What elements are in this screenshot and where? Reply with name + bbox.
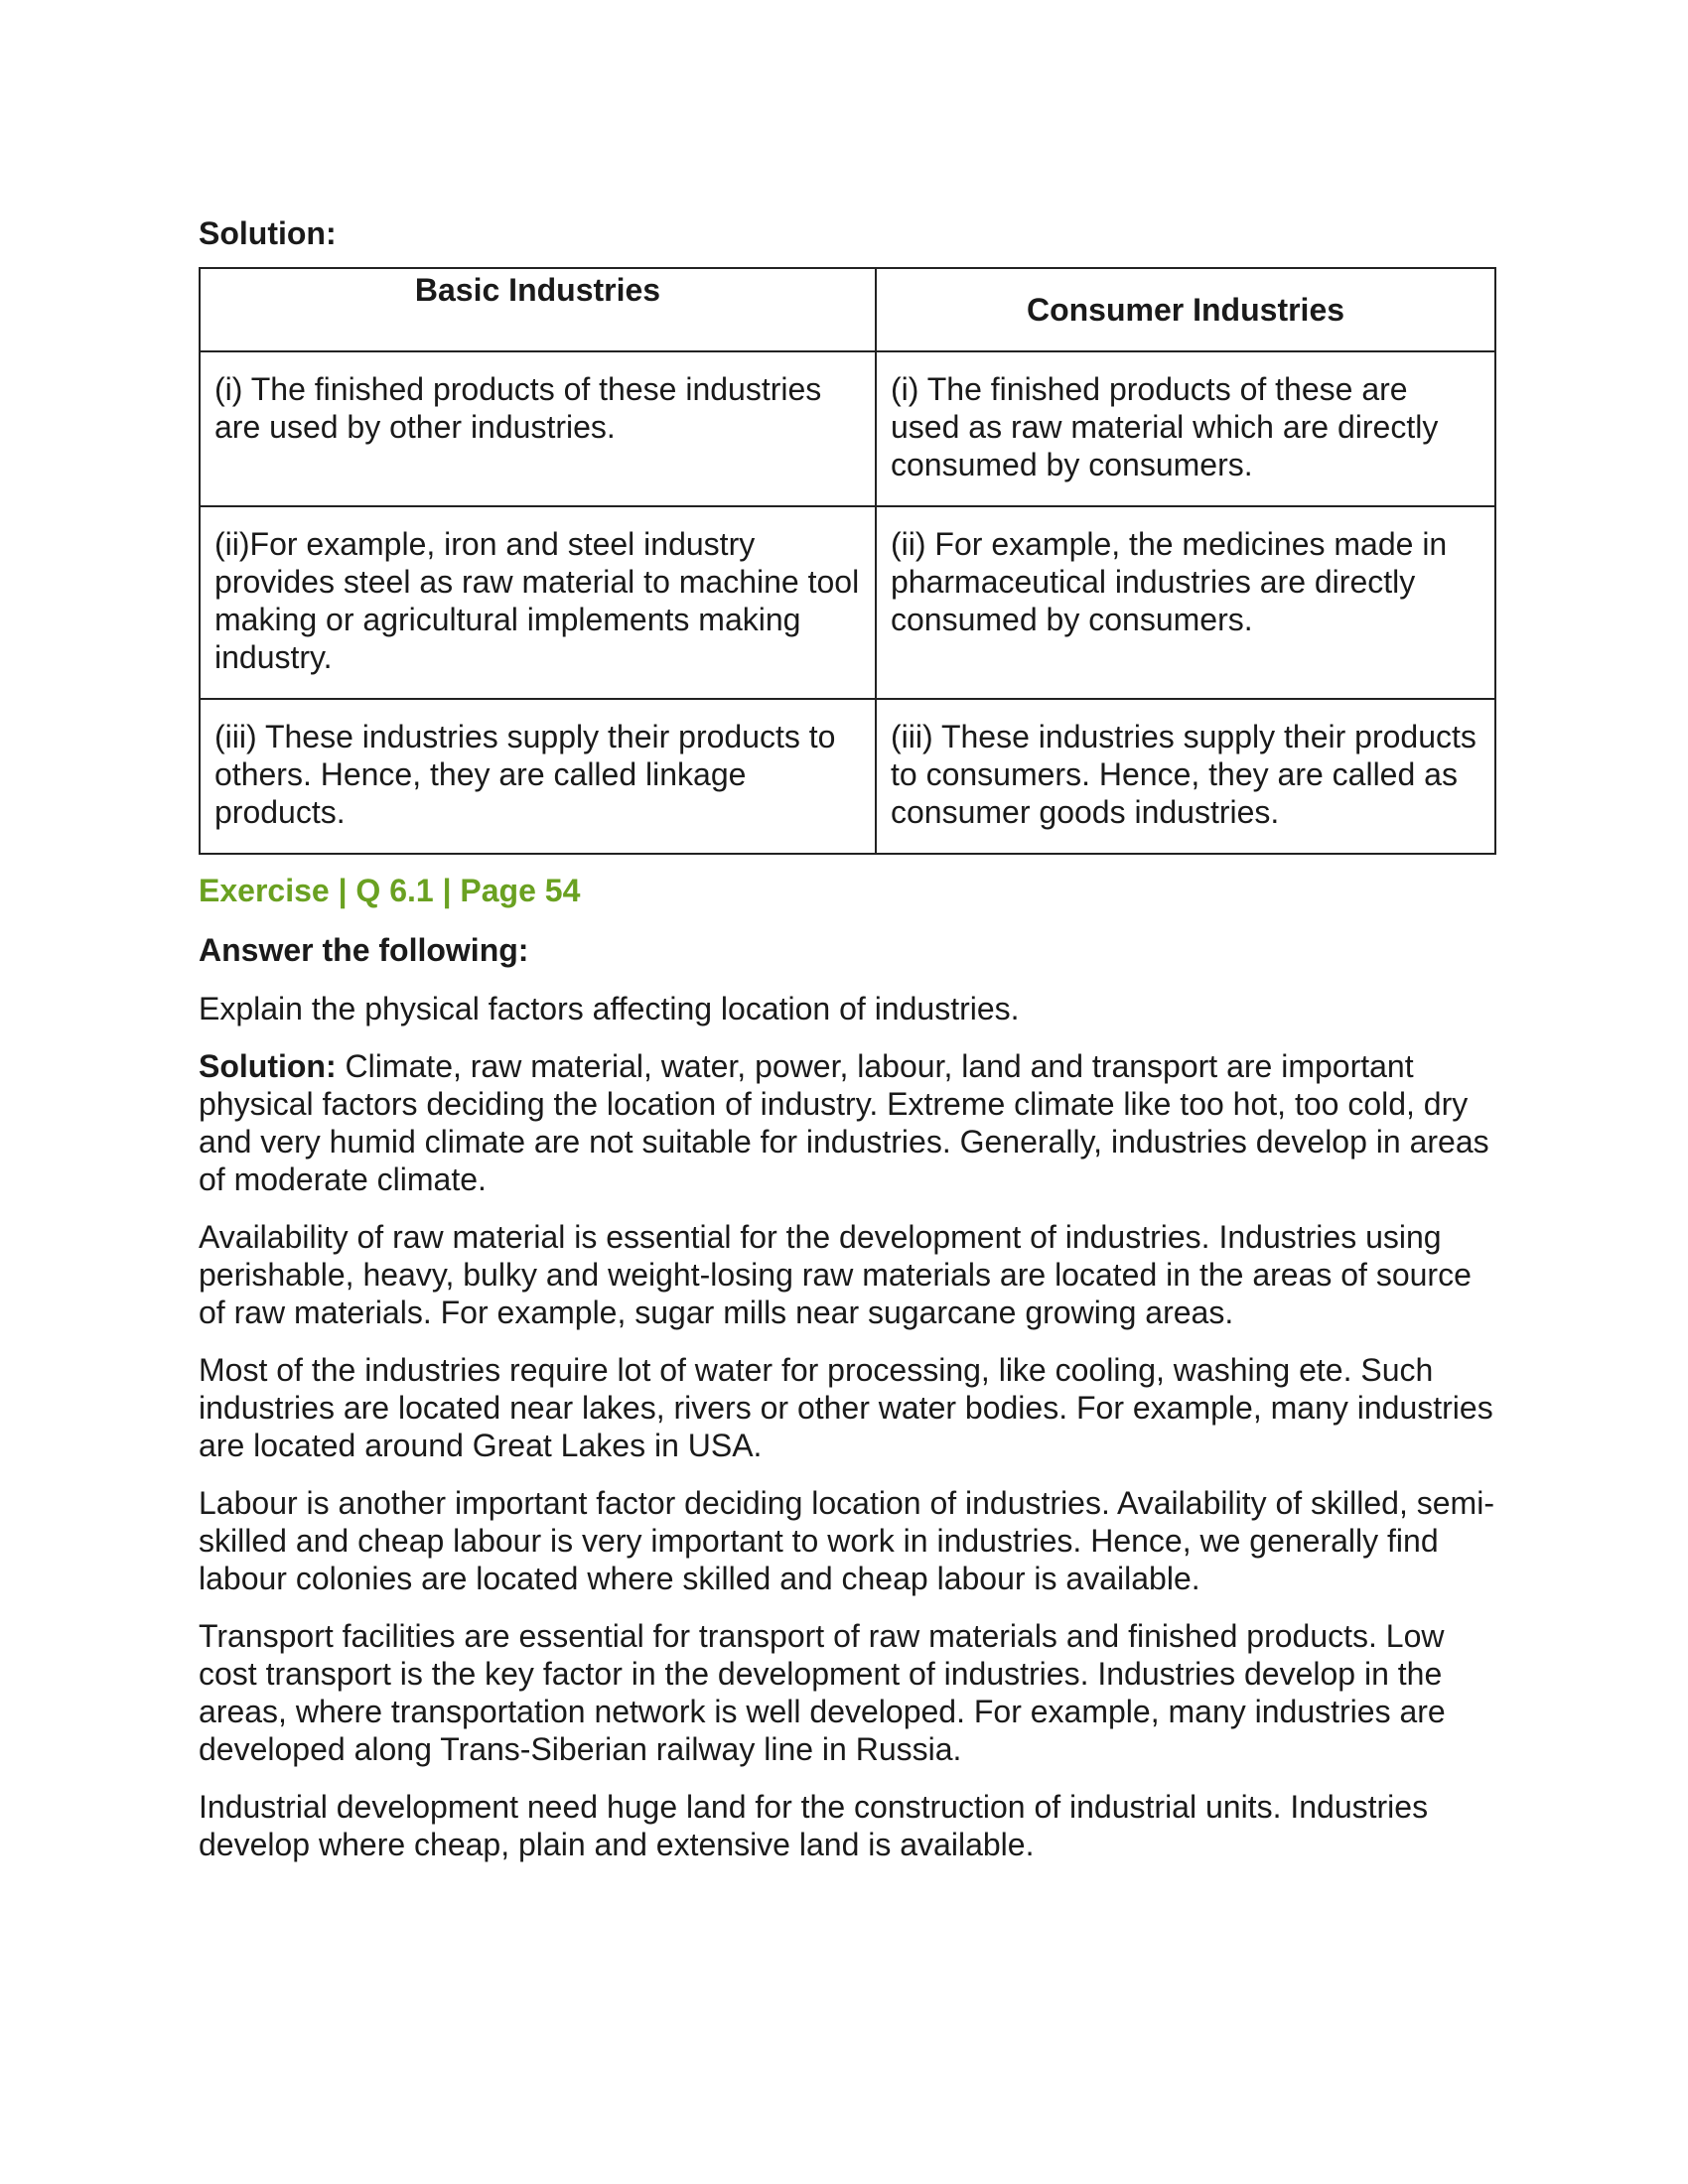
paragraph-raw-material: Availability of raw material is essential for the development of industries. Industries using perishable, heavy, bulky and weight-losing raw materials are located in the areas of source of raw materials. For example, sugar mills near sugarcane growing areas. bbox=[199, 1219, 1472, 1330]
paragraph-transport: Transport facilities are essential for transport of raw materials and finished products. Low cost transport is the key factor in the development of industries. Industries develop in the areas, where transportation network is well developed. For example, many industries are developed along Trans-Siberian railway line in Russia. bbox=[199, 1618, 1446, 1767]
column-header-basic: Basic Industries bbox=[200, 268, 876, 351]
table-row bbox=[200, 506, 1495, 699]
solution-intro-text: Climate, raw material, water, power, labour, land and transport are important physical factors deciding the location of industry. Extreme climate like too hot, too cold, dry and very humid climate are not suitable for industries. Generally, industries develop in areas of moderate climate. bbox=[199, 1048, 1489, 1197]
column-header-consumer: Consumer Industries bbox=[876, 268, 1495, 351]
solution-heading: Solution: bbox=[199, 215, 337, 251]
answer-heading: Answer the following: bbox=[199, 932, 529, 968]
paragraph-labour: Labour is another important factor deciding location of industries. Availability of skilled, semi-skilled and cheap labour is very important to work in industries. Hence, we generally find labour colonies are located where skilled and cheap labour is available. bbox=[199, 1485, 1494, 1596]
solution-intro-paragraph bbox=[199, 1047, 1494, 1198]
comparison-table bbox=[199, 267, 1496, 855]
table-cell: (iii) These industries supply their products to others. Hence, they are called linkage products. bbox=[200, 699, 876, 854]
table-cell: (i) The finished products of these are used as raw material which are directly consumed by consumers. bbox=[876, 351, 1495, 506]
table-cell: (ii)For example, iron and steel industry provides steel as raw material to machine tool making or agricultural implements making industry. bbox=[200, 506, 876, 699]
question-text: Explain the physical factors affecting location of industries. bbox=[199, 991, 1020, 1026]
paragraph-land: Industrial development need huge land for the construction of industrial units. Industries develop where cheap, plain and extensive land is available. bbox=[199, 1789, 1429, 1862]
table-row bbox=[200, 699, 1495, 854]
table-cell: (ii) For example, the medicines made in pharmaceutical industries are directly consumed by consumers. bbox=[876, 506, 1495, 699]
table-row bbox=[200, 351, 1495, 506]
exercise-reference-link[interactable]: Exercise | Q 6.1 | Page 54 bbox=[199, 873, 581, 908]
paragraph-water: Most of the industries require lot of water for processing, like cooling, washing ete. Such industries are located near lakes, rivers or other water bodies. For example, many industries are located around Great Lakes in USA. bbox=[199, 1352, 1493, 1463]
solution-label: Solution: bbox=[199, 1048, 337, 1084]
table-header-row bbox=[200, 268, 1495, 351]
table-cell: (i) The finished products of these industries are used by other industries. bbox=[200, 351, 876, 506]
table-cell: (iii) These industries supply their products to consumers. Hence, they are called as consumer goods industries. bbox=[876, 699, 1495, 854]
page-content bbox=[199, 213, 1494, 1863]
